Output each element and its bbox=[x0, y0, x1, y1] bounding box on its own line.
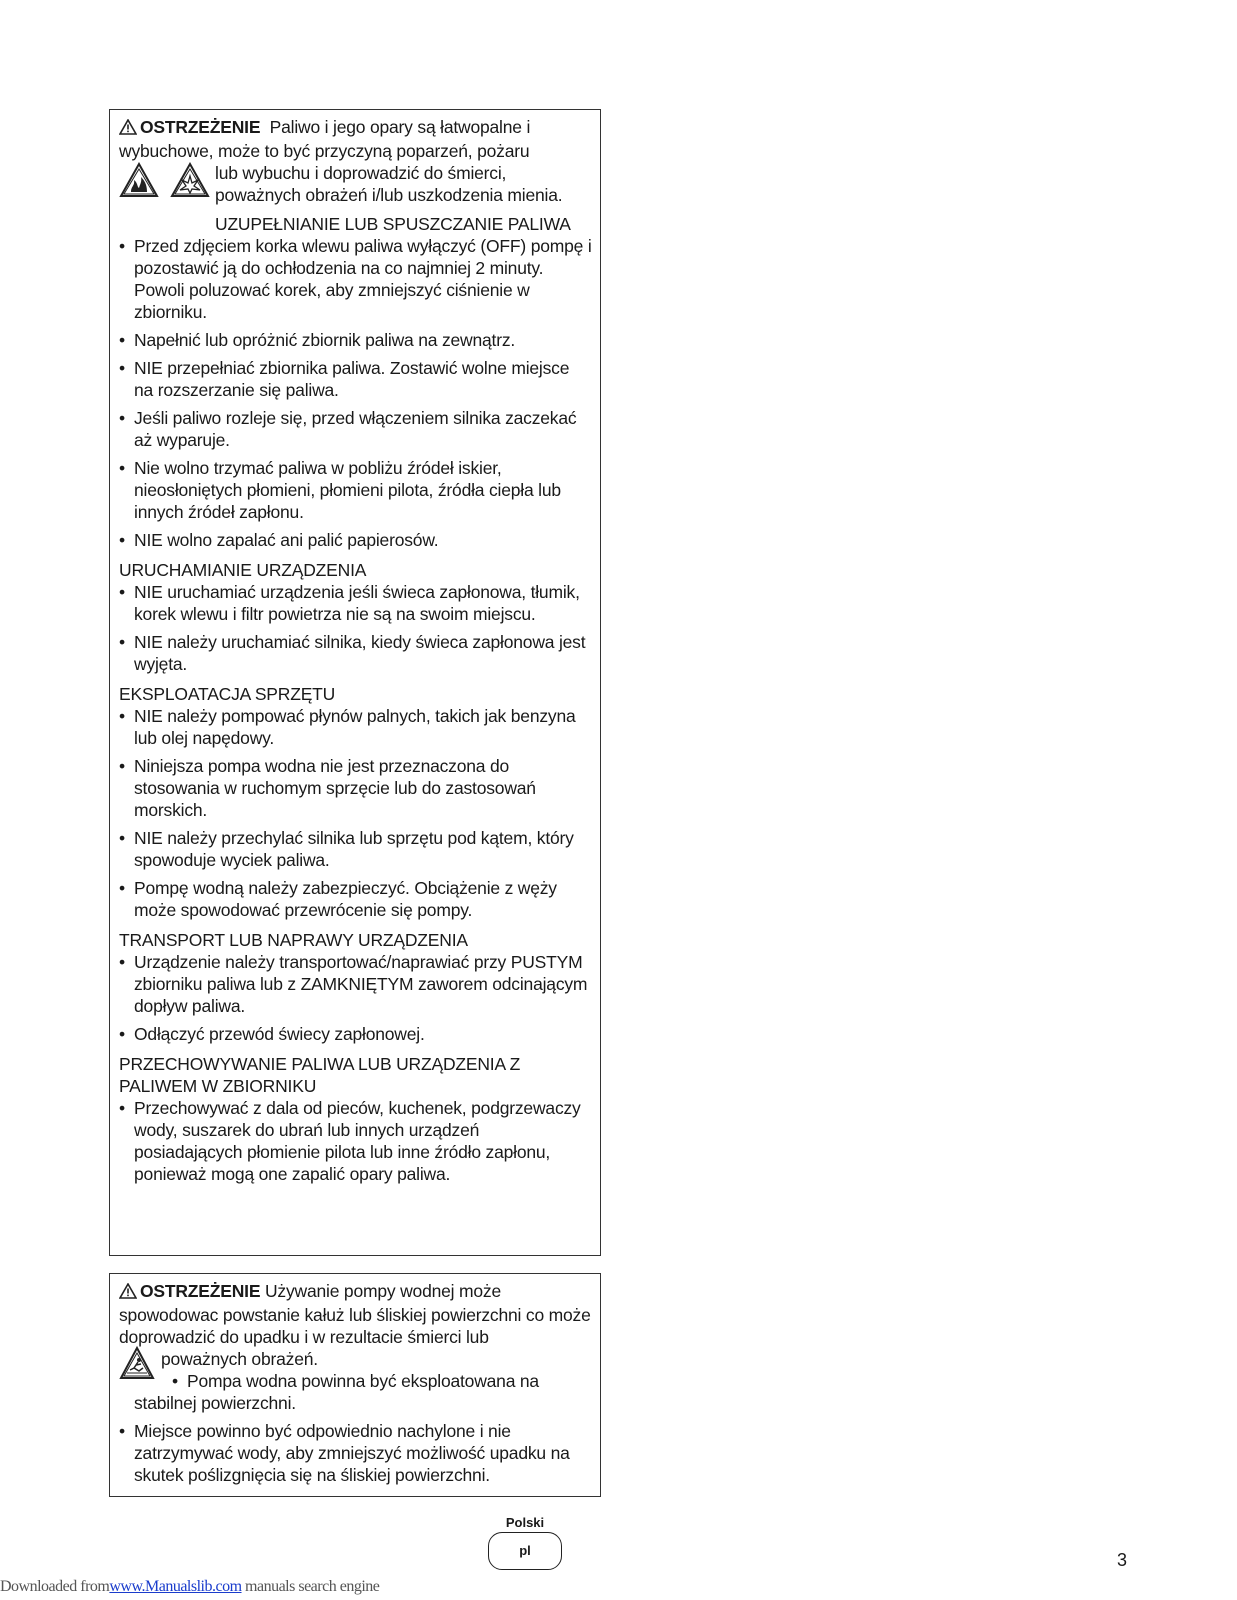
section-title: URUCHAMIANIE URZĄDZENIA bbox=[119, 560, 367, 580]
list-item: • Urządzenie należy transportować/naprawiać przy PUSTYM zbiorniku paliwa lub z ZAMKNIĘTYM zaworem odcinającym dopływ paliwa. bbox=[119, 951, 592, 1017]
footer-link[interactable]: www.Manualslib.com bbox=[109, 1578, 242, 1595]
slip-warning-list bbox=[119, 1370, 592, 1486]
list-item: • NIE przepełniać zbiornika paliwa. Zostawić wolne miejsce na rozszerzanie się paliwa. bbox=[119, 357, 592, 401]
list-item: • Napełnić lub opróżnić zbiornik paliwa na zewnątrz. bbox=[119, 329, 592, 351]
warning-triangle-icon bbox=[119, 1282, 137, 1304]
section-title: PRZECHOWYWANIE PALIWA LUB URZĄDZENIA Z PALIWEM W ZBIORNIKU bbox=[119, 1054, 521, 1096]
intro-row-with-icons bbox=[119, 162, 592, 206]
page-number: 3 bbox=[1117, 1550, 1128, 1570]
intro-text: Używanie pompy wodnej może spowodowac powstanie kałuż lub śliskiej powierzchni co może doprowadzić do upadku i w rezultacie śmierci lub bbox=[119, 1281, 591, 1347]
list-item: • Miejsce powinno być odpowiednio nachylone i nie zatrzymywać wody, aby zmniejszyć możliwość upadku na skutek poślizgnięcia się na śliskiej powierzchni. bbox=[119, 1420, 592, 1486]
intro-row-with-icon bbox=[119, 1348, 592, 1370]
bullet-list bbox=[119, 1097, 592, 1185]
fuel-warning-intro bbox=[119, 116, 592, 162]
download-footer bbox=[0, 1578, 379, 1596]
warning-triangle-icon bbox=[119, 118, 137, 140]
hazard-icons bbox=[119, 162, 216, 203]
bullet-list bbox=[119, 235, 592, 551]
intro-line: poważnych obrażeń. bbox=[161, 1349, 318, 1369]
list-item: • Jeśli paliwo rozleje się, przed włączeniem silnika zaczekać aż wyparuje. bbox=[119, 407, 592, 451]
section-title: TRANSPORT LUB NAPRAWY URZĄDZENIA bbox=[119, 930, 468, 950]
list-item: • Przed zdjęciem korka wlewu paliwa wyłączyć (OFF) pompę i pozostawić ją do ochłodzenia na co najmniej 2 minuty. Powoli poluzować korek, aby zmniejszyć ciśnienie w zbiorniku. bbox=[119, 235, 592, 323]
intro-line-1: lub wybuchu i doprowadzić do śmierci, bbox=[215, 163, 507, 183]
footer-prefix: Downloaded from bbox=[0, 1578, 110, 1595]
list-item: • Przechowywać z dala od pieców, kuchenek, podgrzewaczy wody, suszarek do ubrań lub innych urządzeń posiadających płomienie pilota lub inne źródło zapłonu, ponieważ mogą one zapalić opary paliwa. bbox=[119, 1097, 592, 1185]
list-item: • Niniejsza pompa wodna nie jest przeznaczona do stosowania w ruchomym sprzęcie lub do zastosowań morskich. bbox=[119, 755, 592, 821]
list-item: • Pompa wodna powinna być eksploatowana na stabilnej powierzchni. bbox=[119, 1370, 592, 1414]
footer-suffix: manuals search engine bbox=[241, 1578, 380, 1595]
slip-warning-intro bbox=[119, 1280, 592, 1348]
section-title: UZUPEŁNIANIE LUB SPUSZCZANIE PALIWA bbox=[215, 214, 571, 234]
section-title: EKSPLOATACJA SPRZĘTU bbox=[119, 684, 336, 704]
signal-word: OSTRZEŻENIE bbox=[140, 1281, 261, 1301]
fuel-warning-sections bbox=[119, 213, 592, 1185]
list-item: • Nie wolno trzymać paliwa w pobliżu źródeł iskier, nieosłoniętych płomieni, płomieni pilota, źródła ciepła lub innych źródeł zapłonu. bbox=[119, 457, 592, 523]
language-code-badge: pl bbox=[488, 1532, 562, 1570]
slip-warning-box bbox=[109, 1273, 601, 1497]
list-item: • Odłączyć przewód świecy zapłonowej. bbox=[119, 1023, 592, 1045]
list-item: • NIE należy przechylać silnika lub sprzętu pod kątem, który spowoduje wyciek paliwa. bbox=[119, 827, 592, 871]
language-label: Polski bbox=[505, 1515, 545, 1530]
intro-line-2: poważnych obrażeń i/lub uszkodzenia mienia. bbox=[215, 185, 563, 205]
list-item: • Pompę wodną należy zabezpieczyć. Obciążenie z węży może spowodować przewrócenie się pompy. bbox=[119, 877, 592, 921]
list-item: • NIE wolno zapalać ani palić papierosów. bbox=[119, 529, 592, 551]
fuel-warning-box bbox=[109, 109, 601, 1256]
explosion-hazard-icon bbox=[170, 162, 210, 198]
bullet-list bbox=[119, 705, 592, 921]
signal-word: OSTRZEŻENIE bbox=[140, 117, 261, 137]
list-item: • NIE należy uruchamiać silnika, kiedy świeca zapłonowa jest wyjęta. bbox=[119, 631, 592, 675]
list-item: • NIE należy pompować płynów palnych, takich jak benzyna lub olej napędowy. bbox=[119, 705, 592, 749]
intro-text: Paliwo i jego opary są łatwopalne i wybuchowe, może to być przyczyną poparzeń, pożaru bbox=[119, 117, 531, 161]
bullet-list bbox=[119, 951, 592, 1045]
fire-hazard-icon bbox=[119, 162, 159, 198]
list-item: • NIE uruchamiać urządzenia jeśli świeca zapłonowa, tłumik, korek wlewu i filtr powietrza nie są na swoim miejscu. bbox=[119, 581, 592, 625]
bullet-list bbox=[119, 581, 592, 675]
